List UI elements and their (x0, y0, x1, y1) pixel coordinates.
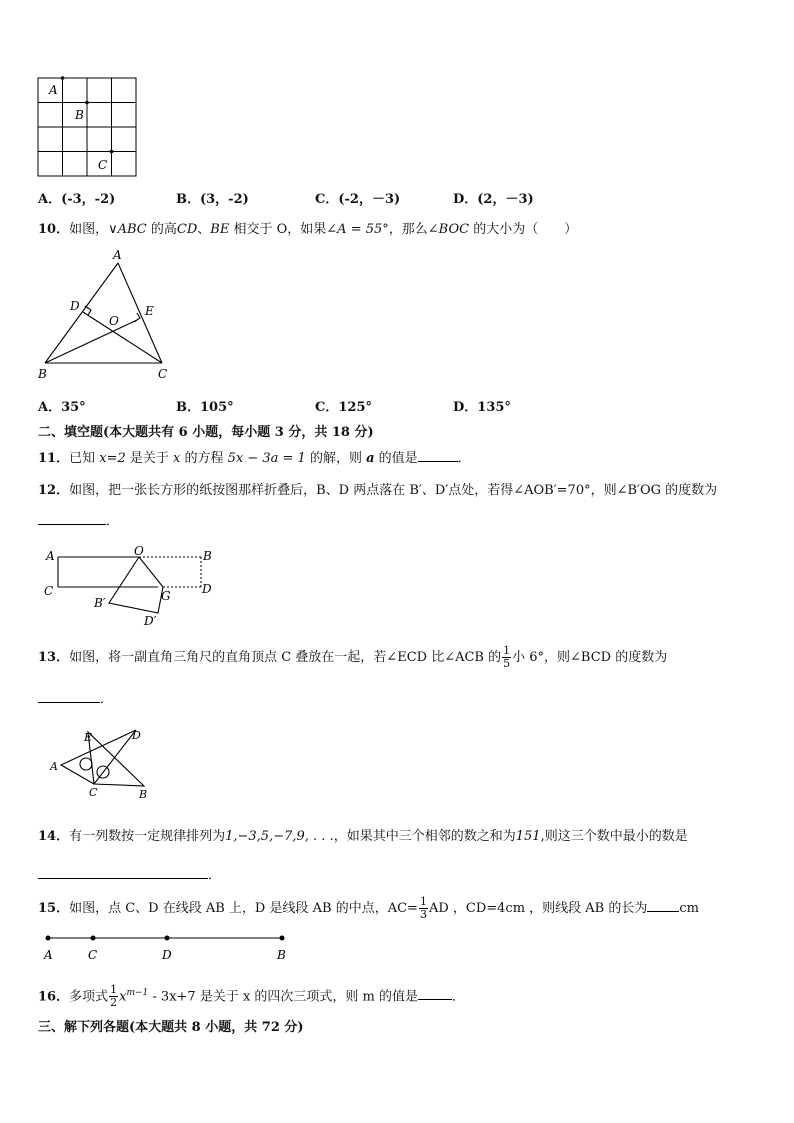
q9-option-d[interactable]: D．(2，－3) (453, 192, 534, 207)
q13-triangles-figure (44, 722, 164, 802)
section-2-heading: 二、填空题(本大题共有 6 小题，每小题 3 分，共 18 分) (38, 425, 374, 440)
q12-fold-figure (36, 545, 226, 630)
fold-label-d-prime: D′ (144, 614, 157, 628)
fold-label-a: A (46, 549, 55, 563)
fold-label-c: C (44, 584, 54, 598)
seg-label-d: D (162, 948, 172, 962)
tri-label-a: A (113, 248, 122, 262)
q10-option-c[interactable]: C．125° (315, 400, 372, 415)
q15-segment-figure (38, 930, 298, 966)
tri13-label-e: E (84, 731, 93, 744)
q15-answer-blank[interactable] (647, 911, 679, 912)
q10-triangle-figure (30, 245, 190, 385)
q10-number: 10． (38, 222, 70, 237)
q15-number: 15． (38, 901, 70, 916)
seg-label-b: B (277, 948, 286, 962)
tri13-label-b: B (139, 788, 148, 801)
q11-number: 11． (38, 451, 70, 466)
q10-option-d[interactable]: D．135° (453, 400, 511, 415)
q16-fraction: $\frac{1}{2}$ (110, 983, 118, 1010)
q15-fraction: $\frac{1}{3}$ (419, 895, 427, 921)
q10-option-a[interactable]: A．35° (38, 400, 86, 415)
fold-label-g: G (161, 589, 171, 603)
tri13-label-c: C (89, 786, 98, 799)
tri-label-e: E (145, 304, 154, 318)
q13-number: 13． (38, 650, 70, 665)
section-3-heading: 三、解下列各题(本大题共 8 小题，共 72 分) (38, 1020, 304, 1035)
fold-label-b: B (203, 549, 212, 563)
q16-stem: 16．多项式 $\frac{1}{2}$ $x^{m-1} - 3x+7$ 是关于 x 的四次三项式，则 m 的值是 ． (38, 983, 466, 1010)
tri13-label-a: A (50, 760, 58, 773)
tri-label-b: B (38, 367, 47, 381)
q9-option-a[interactable]: A．(-3，-2) (38, 192, 116, 207)
seg-label-c: C (88, 948, 98, 962)
q13-stem: 13．如图，将一副直角三角尺的直角顶点 C 叠放在一起，若∠ECD 比∠ACB 的 $\frac{1}{5}$ 小 6°，则∠BCD 的度数为 (38, 644, 668, 670)
tri-label-d: D (70, 299, 80, 313)
q12-number: 12． (38, 483, 70, 498)
fold-label-b-prime: B′ (94, 596, 106, 610)
q12-answer-blank[interactable] (38, 524, 106, 525)
grid-label-c: C (98, 158, 108, 172)
fold-label-o: O (134, 545, 144, 558)
q9-grid-figure (30, 72, 145, 182)
q10-stem: 10．如图，∨ABC 的高CD、BE 相交于 O，如果∠A = 55°，那么∠BOC 的大小为（ ） (38, 222, 578, 237)
q14-number: 14． (38, 829, 70, 844)
q11-stem: 11．已知 x=2 是关于 x 的方程 5x − 3a = 1 的解，则 a 的值是 ． (38, 451, 471, 466)
q13-answer-blank[interactable] (38, 702, 100, 703)
tri-label-c: C (158, 367, 168, 381)
q14-answer-blank[interactable] (38, 878, 208, 879)
q10-option-b[interactable]: B．105° (176, 400, 234, 415)
q13-fraction: $\frac{1}{5}$ (503, 644, 511, 670)
seg-label-a: A (44, 948, 53, 962)
q15-stem: 15．如图，点 C、D 在线段 AB 上，D 是线段 AB 的中点，AC= $\frac{1}{3}$ AD ，CD=4cm ，则线段 AB 的长为 cm (38, 895, 699, 921)
q16-number: 16． (38, 989, 70, 1005)
q9-option-b[interactable]: B．(3，-2) (176, 192, 249, 207)
q11-answer-blank[interactable] (418, 461, 458, 462)
fold-label-d: D (202, 582, 212, 596)
q14-answer-line: ． (38, 864, 221, 883)
q14-stem: 14．有一列数按一定规律排列为1,−3,5,−7,9, . . .，如果其中三个相邻的数之和为151,则这三个数中最小的数是 (38, 829, 688, 844)
q12-answer-line: ． (38, 510, 119, 529)
q16-answer-blank[interactable] (418, 999, 452, 1000)
q12-stem: 12．如图，把一张长方形的纸按图那样折叠后，B、D 两点落在 B′、D′点处，若得∠AOB′=70°，则∠B′OG 的度数为 (38, 483, 718, 498)
q9-option-c[interactable]: C．(-2，－3) (315, 192, 401, 207)
tri13-label-d: D (132, 729, 141, 742)
grid-label-a: A (49, 83, 58, 97)
q13-answer-line: ． (38, 688, 113, 707)
grid-label-b: B (75, 108, 84, 122)
tri-label-o: O (109, 314, 119, 328)
